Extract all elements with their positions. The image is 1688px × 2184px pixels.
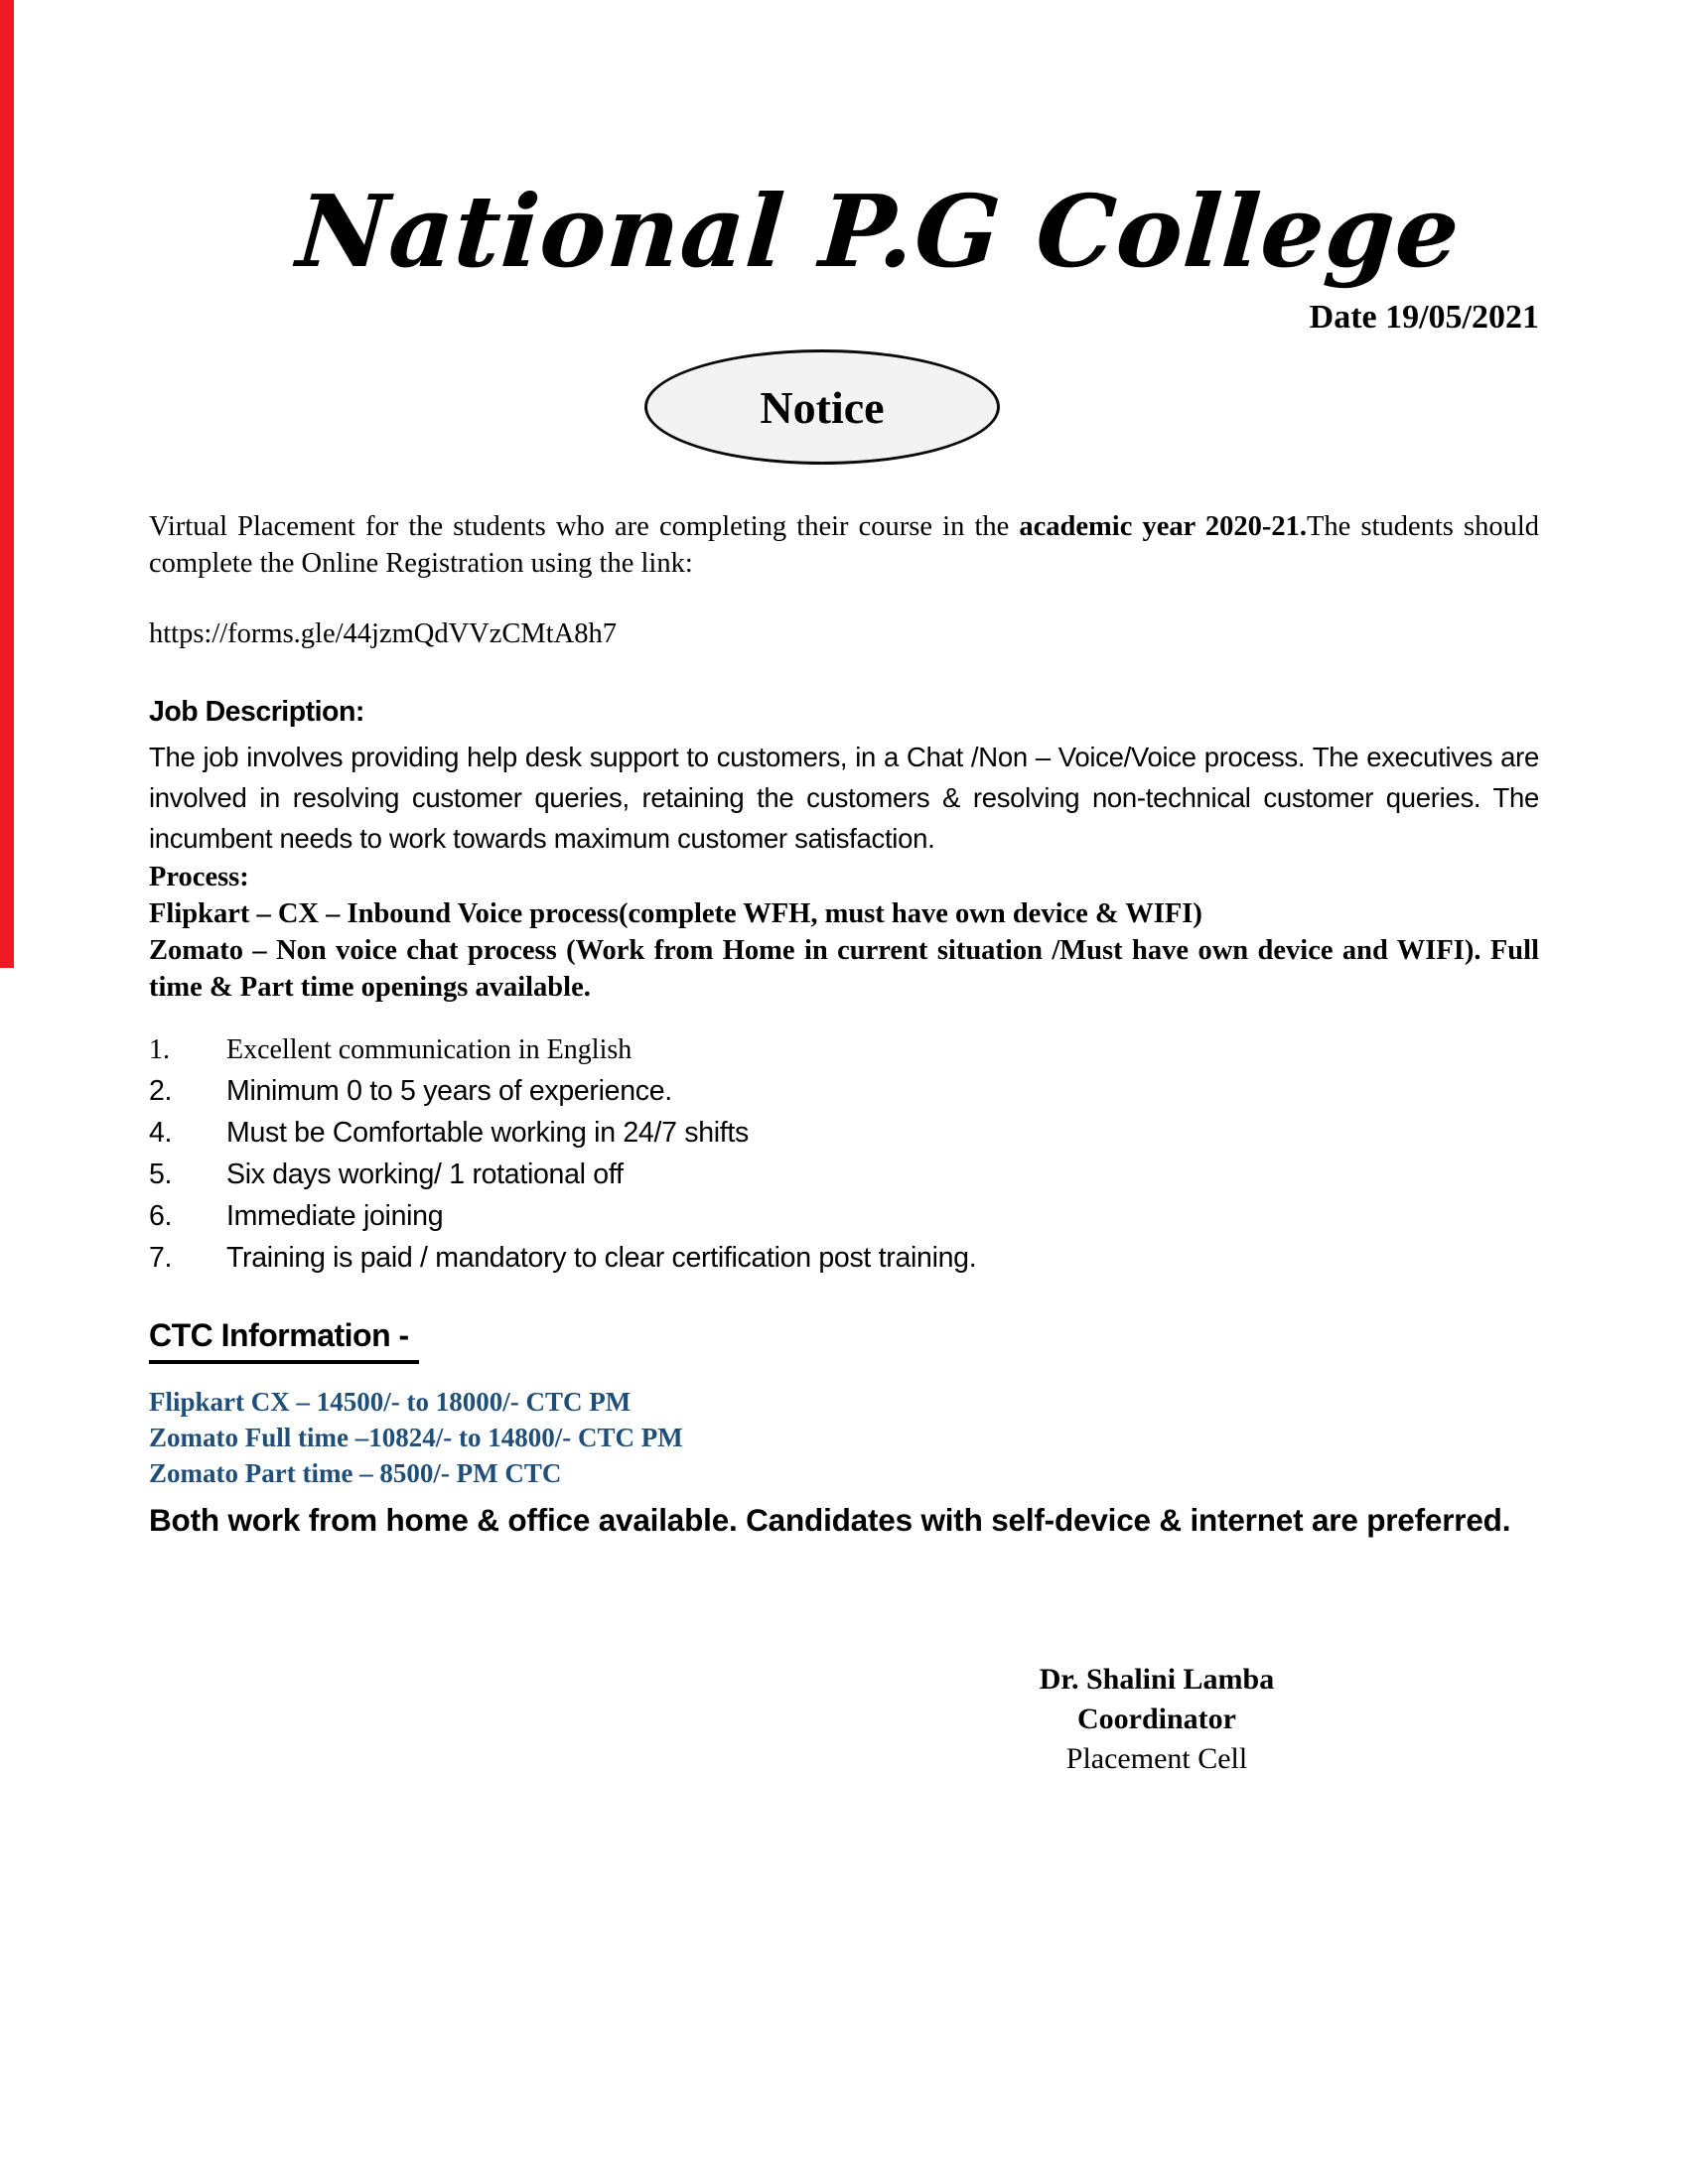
list-item-text: Excellent communication in English (226, 1034, 633, 1065)
list-item-text: Immediate joining (226, 1200, 444, 1232)
list-item (149, 1244, 1539, 1273)
signatory-department: Placement Cell (1065, 1742, 1248, 1775)
job-description-heading: Job Description: (149, 696, 364, 728)
process-line-flipkart: Flipkart – CX – Inbound Voice process(complete WFH, must have own device & WIFI) (149, 898, 1202, 929)
ctc-lines (149, 1384, 1539, 1491)
list-item-number: 4. (149, 1117, 173, 1149)
intro-paragraph (149, 508, 1539, 582)
intro-academic-year: academic year 2020-21. (1019, 511, 1308, 542)
ctc-heading: CTC Information - (149, 1317, 419, 1364)
list-item (149, 1035, 1539, 1064)
requirements-list (149, 1035, 1539, 1273)
scan-edge-red-bar (0, 0, 14, 968)
list-item (149, 1119, 1539, 1148)
list-item-number: 2. (149, 1075, 173, 1107)
ctc-line-zomato-full: Zomato Full time –10824/- to 14800/- CTC PM (149, 1423, 683, 1452)
list-item-text: Minimum 0 to 5 years of experience. (226, 1075, 672, 1107)
intro-text-start: Virtual Placement for the students who are completing their course in the (149, 511, 1020, 542)
notice-stamp-row (149, 349, 1495, 465)
registration-link[interactable]: https://forms.gle/44jzmQdVVzCMtA8h7 (149, 618, 618, 649)
list-item-text: Must be Comfortable working in 24/7 shifts (226, 1117, 749, 1149)
signatory-role: Coordinator (1077, 1703, 1236, 1735)
signatory-name: Dr. Shalini Lamba (1039, 1663, 1275, 1696)
notice-stamp-label: Notice (760, 381, 885, 433)
ctc-line-zomato-part: Zomato Part time – 8500/- PM CTC (149, 1458, 562, 1488)
list-item-number: 1. (149, 1034, 170, 1065)
document-content (0, 167, 1688, 1779)
list-item (149, 1202, 1539, 1231)
college-title: National P.G College (293, 173, 1465, 290)
process-line-zomato: Zomato – Non voice chat process (Work from Home in current situation /Must have own device and WIFI). Full time & Part time openings available. (149, 935, 1539, 1003)
intro-text-end: The students should complete the Online Registration using the link: (149, 511, 1540, 579)
process-label: Process: (149, 862, 249, 892)
notice-date: Date 19/05/2021 (1309, 299, 1539, 336)
list-item (149, 1077, 1539, 1106)
list-item-text: Training is paid / mandatory to clear certification post training. (226, 1242, 977, 1274)
list-item (149, 1160, 1539, 1189)
ctc-note: Both work from home & office available. Candidates with self-device & internet are preferred. (149, 1502, 1511, 1538)
ctc-line-flipkart: Flipkart CX – 14500/- to 18000/- CTC PM (149, 1387, 632, 1417)
list-item-number: 7. (149, 1242, 173, 1274)
list-item-number: 6. (149, 1200, 173, 1232)
list-item-text: Six days working/ 1 rotational off (226, 1159, 624, 1190)
list-item-number: 5. (149, 1159, 173, 1190)
notice-stamp-ellipse (644, 349, 1000, 465)
signature-block (909, 1660, 1405, 1779)
job-description-body: The job involves providing help desk support to customers, in a Chat /Non – Voice/Voice process. The executives are involved in resolving customer queries, retaining the customers & resolving non-technical customer queries. The incumbent needs to work towards maximum customer satisfaction. (149, 742, 1539, 854)
